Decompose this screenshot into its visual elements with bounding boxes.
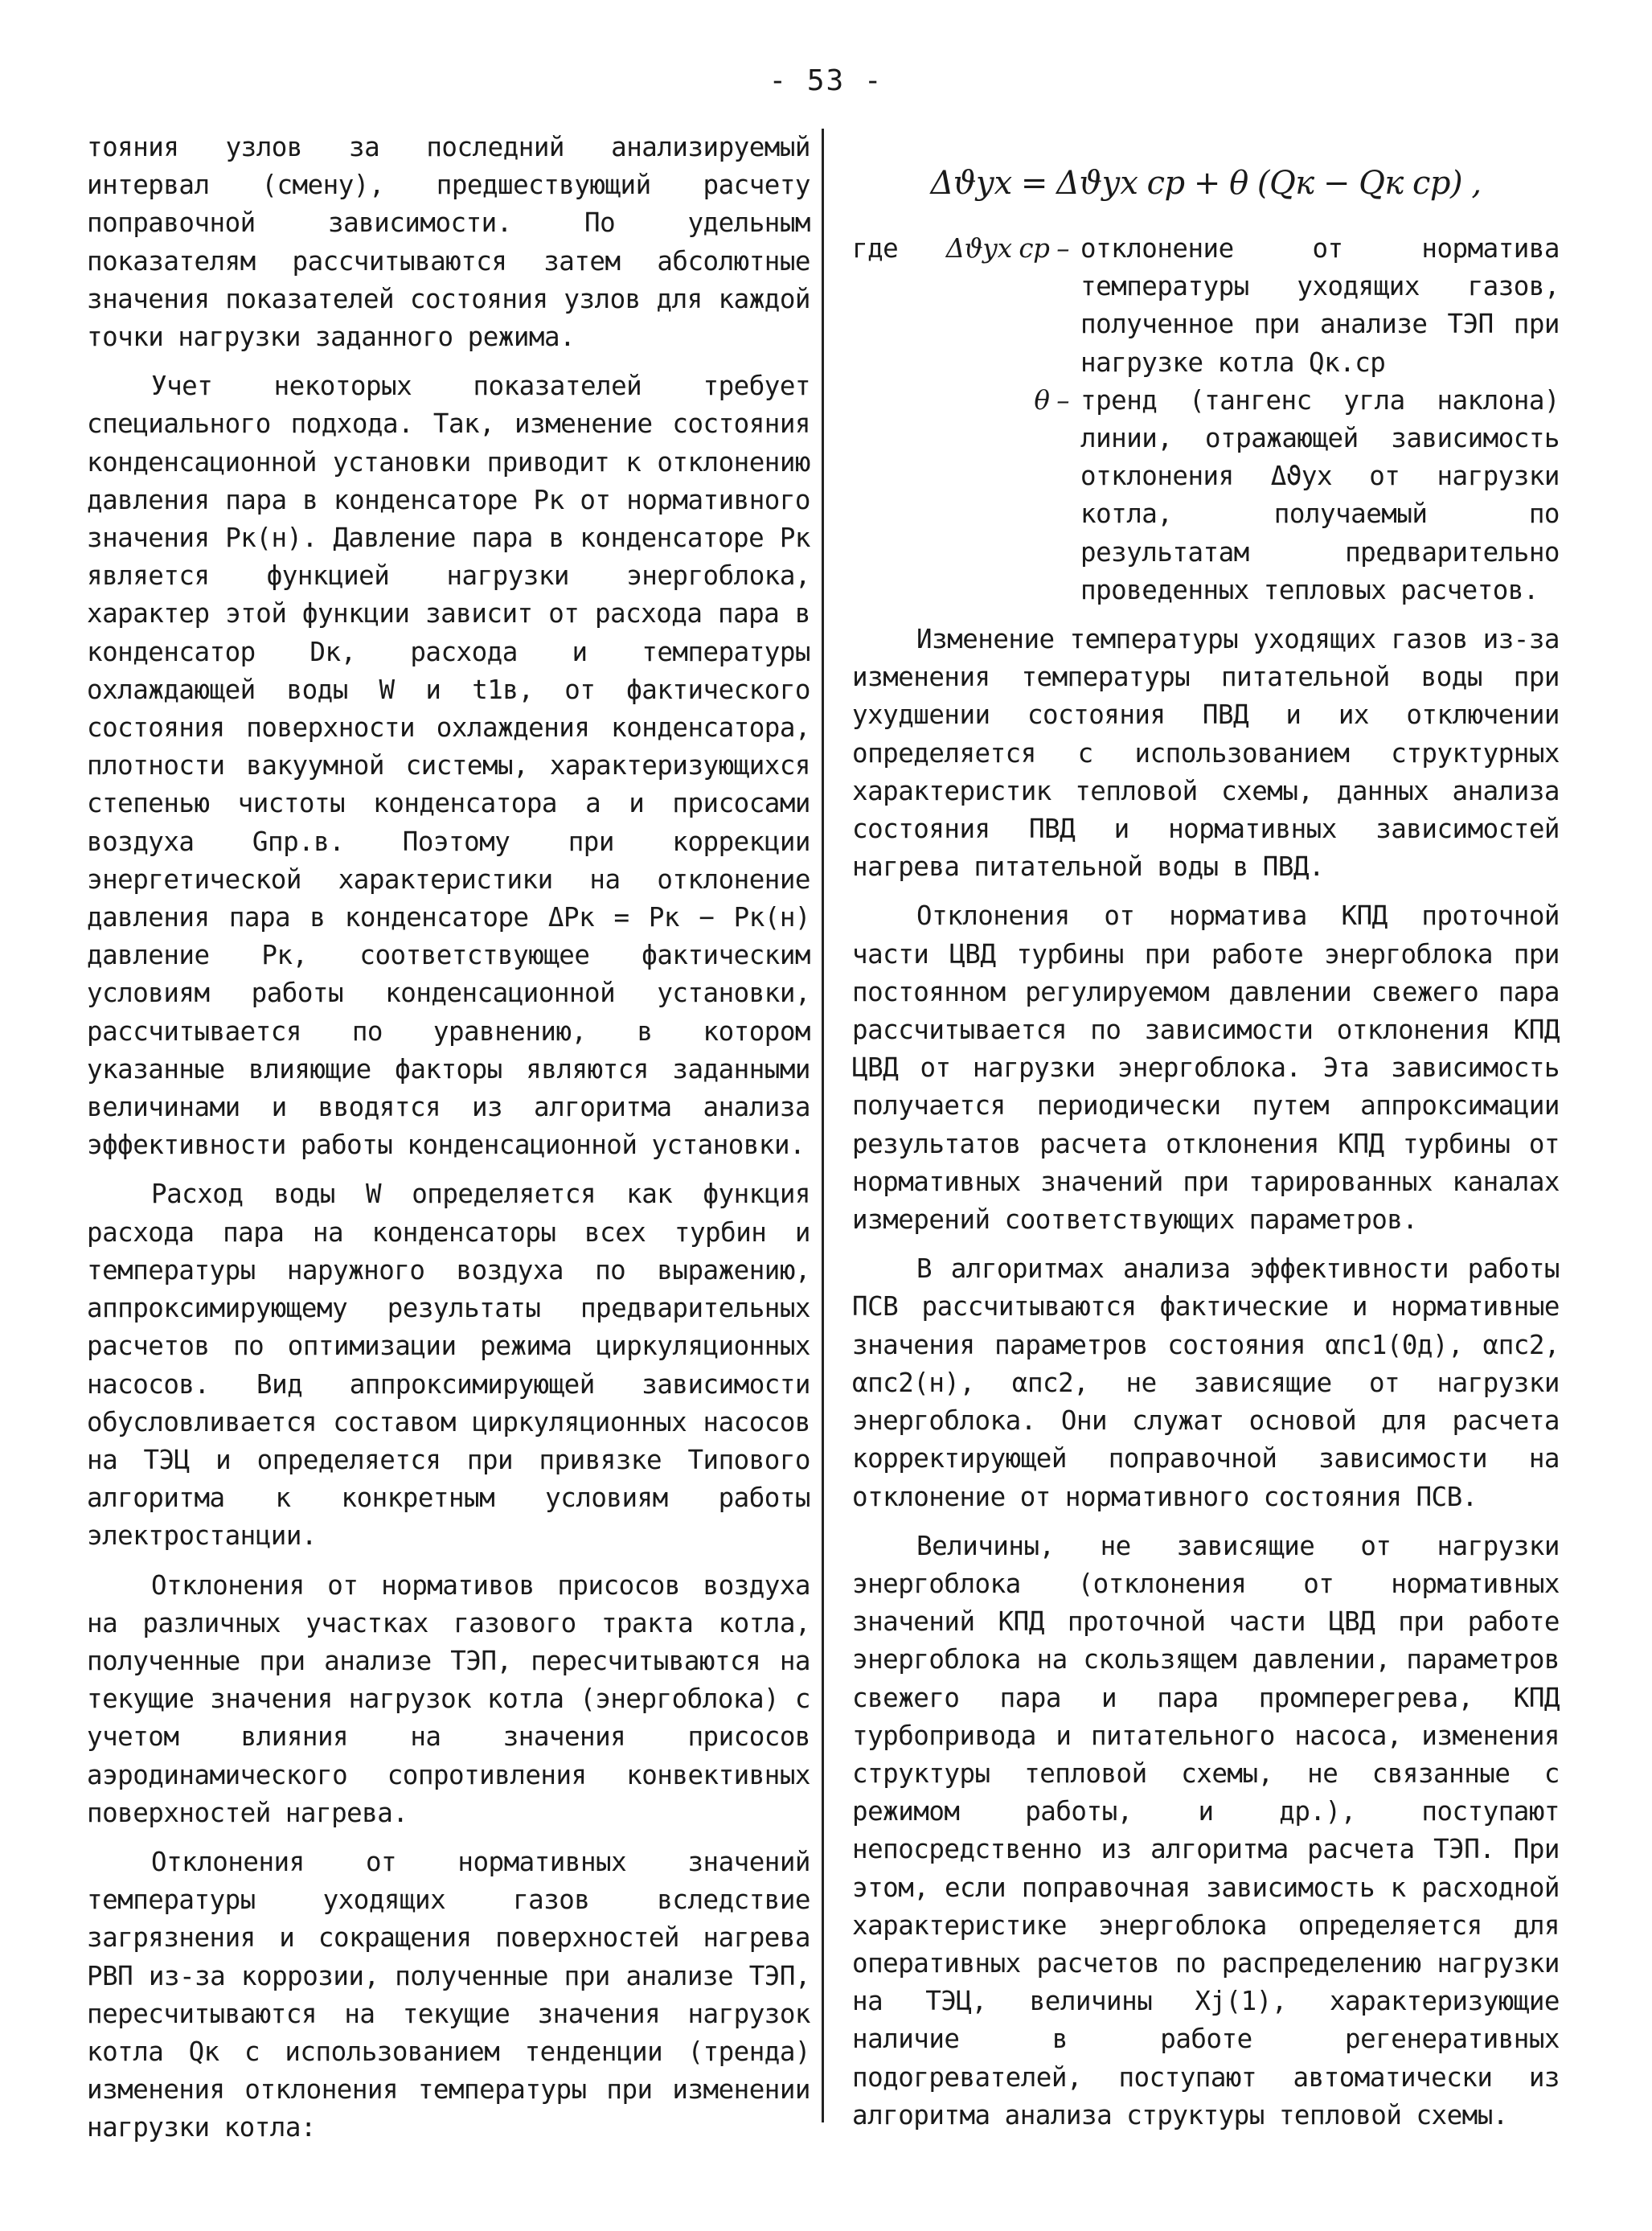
definition-lead: где [852,233,899,264]
left-column [87,129,810,2159]
paragraph: Изменение температуры уходящих газов из-за изменения температуры питательной воды при ухудшении состояния ПВД и их отключении определяется с использованием структурных характеристик тепловой схемы, данных анализа состояния ПВД и нормативных зависимостей нагрева питательной воды в ПВД. [852,624,1560,883]
right-column [852,129,1560,2146]
definition-lead [852,382,916,609]
paragraph: тояния узлов за последний анализируемый интервал (смену), предшествующий расчету поправочной зависимости. По удельным показателям рассчитываются затем абсолютные значения показателей состояния узлов для каждой точки нагрузки заданного режима. [87,132,810,353]
definition-item [852,382,1560,609]
definition-item [852,230,1560,382]
paragraph: Учет некоторых показателей требует специального подхода. Так, изменение состояния конденсационной установки приводит к отклонению давления пара в конденсаторе Pк от нормативного значения Pк(н). Давление пара в конденсаторе Pк является функцией нагрузки энергоблока, характер этой функции зависит от расхода пара в конденсатор Dк, расхода и температуры охлаждающей воды W и t1в, от фактического состояния поверхности охлаждения конденсатора, плотности вакуумной системы, характеризующихся степенью чистоты конденсатора a и присосами воздуха Gпр.в. Поэтому при коррекции энергетической характеристики на отклонение давления пара в конденсаторе ΔPк = Pк − Pк(н) давление Pк, соответствующее фактическим условиям работы конденсационной установки, рассчитывается по уравнению, в котором указанные влияющие факторы являются заданными величинами и вводятся из алгоритма анализа эффективности работы конденсационной установки. [87,371,810,1161]
paragraph: Отклонения от нормативов присосов воздуха на различных участках газового тракта котла, полученные при анализе ТЭП, пересчитываются на текущие значения нагрузок котла (энергоблока) с учетом влияния на значения присосов аэродинамического сопротивления конвективных поверхностей нагрева. [87,1569,810,1828]
definition-list [852,230,1560,609]
formula: Δϑух = Δϑух ср + θ (Qк − Qк ср) , [930,165,1482,202]
paragraph: Отклонения от нормативных значений температуры уходящих газов вследствие загрязнения и сокращения поверхностей нагрева РВП из-за коррозии, полученные при анализе ТЭП, пересчитываются на текущие значения нагрузок котла Qк с использованием тенденции (тренда) изменения отклонения температуры при изменении нагрузки котла: [87,1846,810,2143]
definition-text: тренд (тангенс угла наклона) линии, отражающей зависимость отклонения Δϑух от нагрузки котла, получаемый по результатам предварительно проведенных тепловых расчетов. [1080,384,1560,605]
paragraph: Величины, не зависящие от нагрузки энергоблока (отклонения от нормативных значений КПД проточной части ЦВД при работе энергоблока на скользящем давлении, параметров свежего пара и пара промперегрева, КПД турбопривода и питательного насоса, изменения структуры тепловой схемы, не связанные с режимом работы, и др.), поступают непосредственно из алгоритма расчета ТЭП. При этом, если поправочная зависимость к расходной характеристике энергоблока определяется для оперативных расчетов по распределению нагрузки на ТЭЦ, величины Xj(1), характеризующие наличие в работе регенеративных подогревателей, поступают автоматически из алгоритма анализа структуры тепловой схемы. [852,1530,1560,2131]
definition-term: θ – [1034,384,1069,416]
paragraph: В алгоритмах анализа эффективности работы ПСВ рассчитываются фактические и нормативные значения параметров состояния αпс1(0д), αпс2, αпс2(н), αпс2, не зависящие от нагрузки энергоблока. Они служат основой для расчета корректирующей поправочной зависимости на отклонение от нормативного состояния ПСВ. [852,1253,1560,1512]
definition-term: Δϑух ср – [945,233,1069,264]
column-divider [822,129,824,2122]
definition-text: отклонение от норматива температуры уходящих газов, полученное при анализе ТЭП при нагрузке котла Qк.ср [1080,233,1560,378]
paragraph: Отклонения от норматива КПД проточной части ЦВД турбины при работе энергоблока при постоянном регулируемом давлении свежего пара рассчитывается по зависимости отклонения КПД ЦВД от нагрузки энергоблока. Эта зависимость получается периодически путем аппроксимации результатов расчета отклонения КПД турбины от нормативных значений при тарированных каналах измерений соответствующих параметров. [852,900,1560,1236]
paragraph: Расход воды W определяется как функция расхода пара на конденсаторы всех турбин и температуры наружного воздуха по выражению, аппроксимирующему результаты предварительных расчетов по оптимизации режима циркуляционных насосов. Вид аппроксимирующей зависимости обусловливается составом циркуляционных насосов на ТЭЦ и определяется при привязке Типового алгоритма к конкретным условиям работы электростанции. [87,1179,810,1552]
page-number: - 53 - [769,64,883,97]
